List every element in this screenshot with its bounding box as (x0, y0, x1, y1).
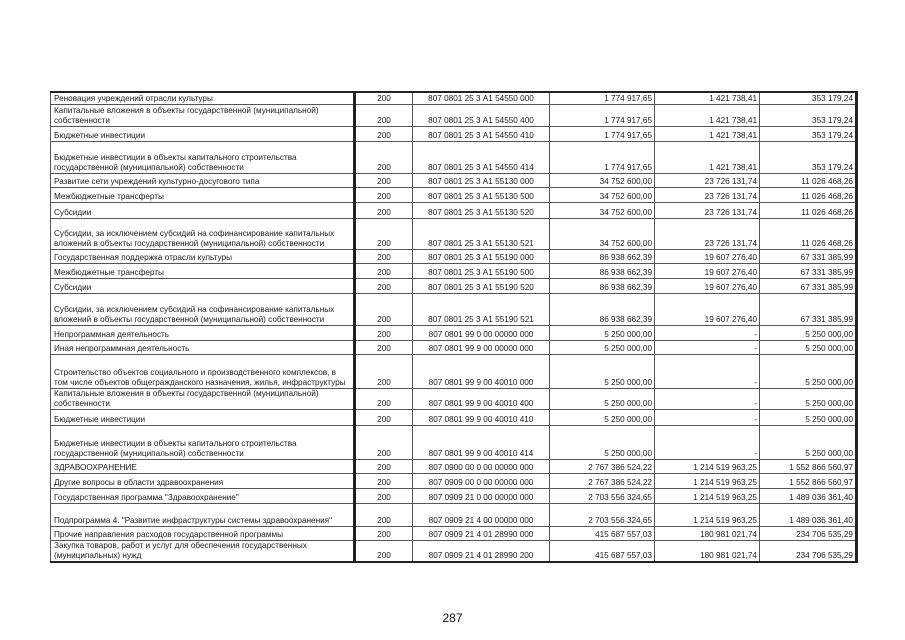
row-code: 200 (355, 503, 413, 526)
table-row (51, 278, 857, 293)
row-rest: 5 250 000,00 (760, 388, 857, 409)
row-exec: 19 607 276,40 (655, 293, 760, 325)
table-row (51, 104, 857, 126)
row-plan: 5 250 000,00 (550, 325, 655, 340)
row-code: 200 (355, 249, 413, 263)
row-code: 200 (355, 173, 413, 187)
row-plan: 86 938 662,39 (550, 293, 655, 325)
row-plan: 34 752 600,00 (550, 173, 655, 187)
row-name: Бюджетные инвестиции (51, 409, 355, 425)
row-rest: 353 179,24 (760, 126, 857, 141)
table-row (51, 325, 857, 340)
row-plan: 5 250 000,00 (550, 409, 655, 425)
row-code: 200 (355, 459, 413, 473)
row-plan: 1 774 917,65 (550, 104, 655, 126)
row-rest: 67 331 385,99 (760, 249, 857, 263)
row-plan: 34 752 600,00 (550, 218, 655, 249)
row-name: Субсидии (51, 278, 355, 293)
row-rest: 1 489 036 361,40 (760, 503, 857, 526)
row-plan: 1 774 917,65 (550, 92, 655, 104)
row-rest: 5 250 000,00 (760, 340, 857, 354)
row-plan: 5 250 000,00 (550, 425, 655, 459)
row-kbk: 807 0801 25 3 А1 55130 520 (413, 202, 550, 218)
row-exec: 1 214 519 963,25 (655, 459, 760, 473)
row-name: Прочие направления расходов государственной программы (51, 526, 355, 540)
row-kbk: 807 0900 00 0 00 00000 000 (413, 459, 550, 473)
row-code: 200 (355, 202, 413, 218)
row-kbk: 807 0909 00 0 00 00000 000 (413, 473, 550, 488)
row-rest: 67 331 385,99 (760, 278, 857, 293)
row-kbk: 807 0801 25 3 А1 55190 500 (413, 263, 550, 278)
row-exec: 19 607 276,40 (655, 249, 760, 263)
row-code: 200 (355, 141, 413, 173)
row-rest: 5 250 000,00 (760, 409, 857, 425)
budget-table (50, 91, 858, 563)
table-row (51, 92, 857, 104)
row-plan: 5 250 000,00 (550, 340, 655, 354)
table-row (51, 425, 857, 459)
table-row (51, 173, 857, 187)
row-rest: 353 179,24 (760, 104, 857, 126)
row-code: 200 (355, 278, 413, 293)
row-name: Межбюджетные трансферты (51, 187, 355, 202)
row-rest: 234 706 535,29 (760, 540, 857, 562)
row-kbk: 807 0801 25 3 А1 55130 521 (413, 218, 550, 249)
row-code: 200 (355, 325, 413, 340)
table-row (51, 503, 857, 526)
row-code: 200 (355, 340, 413, 354)
row-plan: 86 938 662,39 (550, 278, 655, 293)
row-name: Строительство объектов социального и производственного комплексов, в том числе объектов общегражданского назначения, жилья, инфраструктуры (51, 354, 355, 388)
row-code: 200 (355, 388, 413, 409)
row-code: 200 (355, 126, 413, 141)
row-exec: - (655, 388, 760, 409)
table-row (51, 218, 857, 249)
row-exec: 180 981 021,74 (655, 526, 760, 540)
table-row (51, 126, 857, 141)
table-row (51, 340, 857, 354)
row-plan: 2 703 556 324,65 (550, 503, 655, 526)
row-plan: 415 687 557,03 (550, 526, 655, 540)
row-code: 200 (355, 187, 413, 202)
row-kbk: 807 0801 25 3 А1 54550 400 (413, 104, 550, 126)
row-kbk: 807 0801 99 9 00 40010 414 (413, 425, 550, 459)
row-code: 200 (355, 218, 413, 249)
row-rest: 1 552 866 560,97 (760, 473, 857, 488)
row-code: 200 (355, 409, 413, 425)
row-exec: 19 607 276,40 (655, 278, 760, 293)
row-exec: 1 421 738,41 (655, 92, 760, 104)
row-name: Закупка товаров, работ и услуг для обеспечения государственных (муниципальных) нужд (51, 540, 355, 562)
row-exec: - (655, 425, 760, 459)
table-row (51, 141, 857, 173)
budget-table-body (51, 92, 857, 562)
row-plan: 34 752 600,00 (550, 202, 655, 218)
row-plan: 2 703 556 324,65 (550, 488, 655, 503)
table-row (51, 473, 857, 488)
row-code: 200 (355, 540, 413, 562)
row-plan: 2 767 386 524,22 (550, 459, 655, 473)
row-rest: 353 179,24 (760, 92, 857, 104)
row-kbk: 807 0801 25 3 А1 55130 500 (413, 187, 550, 202)
row-plan: 1 774 917,65 (550, 126, 655, 141)
table-row (51, 540, 857, 562)
row-name: Государственная программа "Здравоохранение" (51, 488, 355, 503)
row-plan: 86 938 662,39 (550, 263, 655, 278)
row-name: Бюджетные инвестиции в объекты капитального строительства государственной (муниципальной) собственности (51, 425, 355, 459)
row-exec: 23 726 131,74 (655, 187, 760, 202)
row-exec: 23 726 131,74 (655, 202, 760, 218)
row-plan: 34 752 600,00 (550, 187, 655, 202)
table-row (51, 202, 857, 218)
row-kbk: 807 0801 99 9 00 00000 000 (413, 340, 550, 354)
row-name: Бюджетные инвестиции (51, 126, 355, 141)
row-exec: - (655, 354, 760, 388)
table-row (51, 526, 857, 540)
row-exec: - (655, 340, 760, 354)
row-code: 200 (355, 488, 413, 503)
table-row (51, 459, 857, 473)
row-kbk: 807 0801 99 9 00 40010 410 (413, 409, 550, 425)
row-plan: 5 250 000,00 (550, 354, 655, 388)
row-exec: 1 214 519 963,25 (655, 503, 760, 526)
row-code: 200 (355, 104, 413, 126)
row-kbk: 807 0909 21 4 01 28990 000 (413, 526, 550, 540)
row-plan: 415 687 557,03 (550, 540, 655, 562)
table-row (51, 263, 857, 278)
row-name: Субсидии (51, 202, 355, 218)
row-rest: 11 026 468,26 (760, 218, 857, 249)
row-rest: 67 331 385,99 (760, 263, 857, 278)
row-exec: 1 214 519 963,25 (655, 473, 760, 488)
row-name: Государственная поддержка отрасли культуры (51, 249, 355, 263)
row-code: 200 (355, 526, 413, 540)
row-code: 200 (355, 263, 413, 278)
table-row (51, 488, 857, 503)
row-name: Подпрограмма 4. "Развитие инфраструктуры системы здравоохранения" (51, 503, 355, 526)
row-exec: - (655, 325, 760, 340)
row-name: Развитие сети учреждений культурно-досугового типа (51, 173, 355, 187)
table-row (51, 354, 857, 388)
row-code: 200 (355, 425, 413, 459)
row-name: Непрограммная деятельность (51, 325, 355, 340)
row-rest: 5 250 000,00 (760, 325, 857, 340)
row-exec: - (655, 409, 760, 425)
row-exec: 1 421 738,41 (655, 104, 760, 126)
table-row (51, 293, 857, 325)
row-rest: 11 026 468,26 (760, 202, 857, 218)
row-name: Иная непрограммная деятельность (51, 340, 355, 354)
row-kbk: 807 0801 99 9 00 40010 000 (413, 354, 550, 388)
row-kbk: 807 0801 99 9 00 40010 400 (413, 388, 550, 409)
row-exec: 23 726 131,74 (655, 173, 760, 187)
row-exec: 1 421 738,41 (655, 126, 760, 141)
row-rest: 353 179,24 (760, 141, 857, 173)
row-exec: 19 607 276,40 (655, 263, 760, 278)
row-plan: 1 774 917,65 (550, 141, 655, 173)
row-kbk: 807 0909 21 4 01 28990 200 (413, 540, 550, 562)
row-rest: 5 250 000,00 (760, 425, 857, 459)
row-name: Межбюджетные трансферты (51, 263, 355, 278)
row-code: 200 (355, 293, 413, 325)
row-rest: 67 331 385,99 (760, 293, 857, 325)
row-kbk: 807 0801 25 3 А1 55190 000 (413, 249, 550, 263)
row-name: ЗДРАВООХРАНЕНИЕ (51, 459, 355, 473)
row-rest: 11 026 468,26 (760, 173, 857, 187)
row-exec: 1 214 519 963,25 (655, 488, 760, 503)
row-kbk: 807 0801 25 3 А1 54550 000 (413, 92, 550, 104)
row-name: Реновация учреждений отрасли культуры (51, 92, 355, 104)
row-kbk: 807 0801 25 3 А1 54550 410 (413, 126, 550, 141)
row-code: 200 (355, 92, 413, 104)
row-plan: 2 767 386 524,22 (550, 473, 655, 488)
table-row (51, 388, 857, 409)
row-kbk: 807 0909 21 0 00 00000 000 (413, 488, 550, 503)
row-kbk: 807 0801 25 3 А1 55190 520 (413, 278, 550, 293)
row-name: Субсидии, за исключением субсидий на софинансирование капитальных вложений в объекты государственной (муниципальной) собственности (51, 218, 355, 249)
row-exec: 23 726 131,74 (655, 218, 760, 249)
page-number: 287 (442, 611, 463, 625)
row-kbk: 807 0909 21 4 00 00000 000 (413, 503, 550, 526)
row-name: Субсидии, за исключением субсидий на софинансирование капитальных вложений в объекты государственной (муниципальной) собственности (51, 293, 355, 325)
row-exec: 1 421 738,41 (655, 141, 760, 173)
row-code: 200 (355, 473, 413, 488)
row-kbk: 807 0801 25 3 А1 55130 000 (413, 173, 550, 187)
row-name: Капитальные вложения в объекты государственной (муниципальной) собственности (51, 104, 355, 126)
table-row (51, 249, 857, 263)
row-rest: 1 489 036 361,40 (760, 488, 857, 503)
row-rest: 11 026 468,26 (760, 187, 857, 202)
row-rest: 1 552 866 560,97 (760, 459, 857, 473)
row-rest: 5 250 000,00 (760, 354, 857, 388)
row-name: Другие вопросы в области здравоохранения (51, 473, 355, 488)
table-row (51, 187, 857, 202)
row-name: Капитальные вложения в объекты государственной (муниципальной) собственности (51, 388, 355, 409)
row-kbk: 807 0801 25 3 А1 54550 414 (413, 141, 550, 173)
table-row (51, 409, 857, 425)
row-kbk: 807 0801 25 3 А1 55190 521 (413, 293, 550, 325)
row-kbk: 807 0801 99 0 00 00000 000 (413, 325, 550, 340)
row-code: 200 (355, 354, 413, 388)
row-exec: 180 981 021,74 (655, 540, 760, 562)
row-name: Бюджетные инвестиции в объекты капитального строительства государственной (муниципальной) собственности (51, 141, 355, 173)
row-plan: 5 250 000,00 (550, 388, 655, 409)
row-plan: 86 938 662,39 (550, 249, 655, 263)
row-rest: 234 706 535,29 (760, 526, 857, 540)
